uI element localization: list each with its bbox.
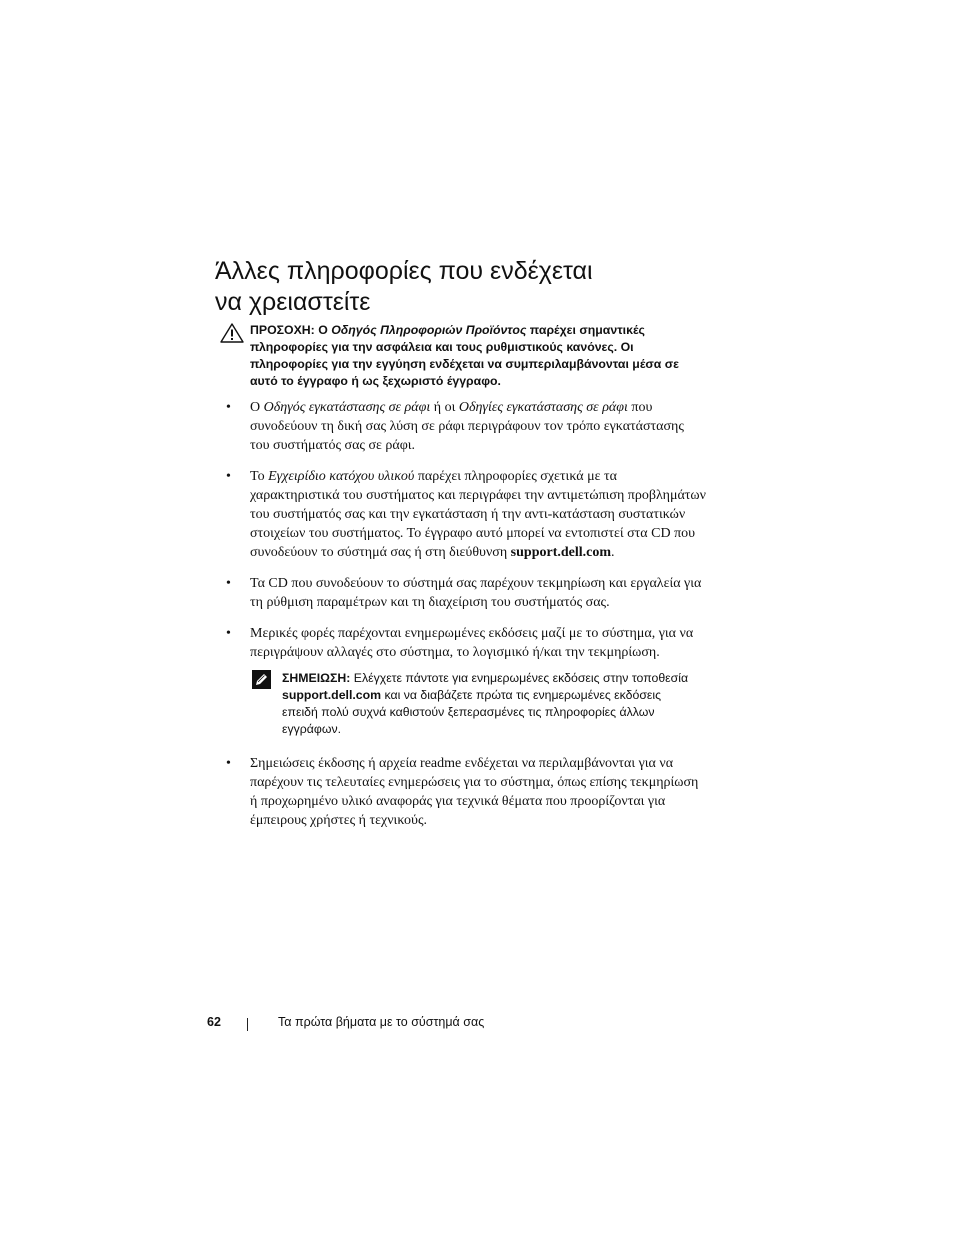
caution-doc-title: Οδηγός Πληροφοριών Προϊόντος (331, 323, 527, 337)
list-item (226, 754, 706, 830)
note-box (250, 670, 692, 738)
bullet-icon: • (226, 626, 231, 641)
caution-text (250, 322, 708, 390)
note-text-a: Ελέγχετε πάντοτε για ενημερωμένες εκδόσεις στην τοποθεσία (350, 671, 689, 685)
note-support-link[interactable]: support.dell.com (282, 688, 382, 702)
list-item (226, 574, 706, 612)
b2-text-a: Το (250, 469, 269, 484)
list-item (226, 398, 706, 455)
list-item (226, 467, 706, 562)
b5-text: Σημειώσεις έκδοσης ή αρχεία readme ενδέχεται να περιλαμβάνονται για να παρέχουν τις τελευταίες ενημερώσεις για το σύστημα, όπως επίσης τεκμηρίωση ή προχωρημένο υλικό αναφοράς για τεχνικά θέματα που προορίζονται για έμπειρους χρήστες ή τεχνικούς. (250, 756, 699, 828)
note-text-b: και να διαβάζετε πρώτα τις ενημερωμένες εκδόσεις επειδή πολύ συχνά καθιστούν ξεπερασμένες τις πληροφορίες άλλων εγγράφων. (282, 688, 662, 736)
list-item (226, 624, 706, 738)
footer-divider (247, 1018, 248, 1031)
note-label: ΣΗΜΕΙΩΣΗ: (282, 671, 351, 685)
footer-chapter-title: Τα πρώτα βήματα με το σύστημά σας (278, 1015, 485, 1029)
warning-triangle-icon (220, 323, 244, 343)
support-link[interactable]: support.dell.com (510, 545, 612, 560)
b4-text: Μερικές φορές παρέχονται ενημερωμένες εκδόσεις μαζί με το σύστημα, για να περιγράψουν αλλαγές στο σύστημα, το λογισμικό ή/και την τεκμηρίωση. (250, 626, 694, 660)
b2-text-b: παρέχει πληροφορίες σχετικά με τα χαρακτηριστικά του συστήματος και περιγράφει την αντιμετώπιση προβλημάτων του συστήματός σας και την εγκατάσταση ή την αντι-κατάσταση συστατικών στοιχείων του συστήματος. Το έγγραφο αυτό μπορεί να εντοπιστεί στα CD που συνοδεύουν το σύστημά σας ή στη διεύθυνση (250, 469, 706, 560)
page-number: 62 (207, 1015, 221, 1029)
info-bullet-list (226, 398, 706, 842)
b1-text-b: ή οι (430, 400, 459, 415)
caution-text-2: παρέχει σημαντικές πληροφορίες για την ασφάλεια και τους ρυθμιστικούς κανόνες. Οι πληροφορίες για την εγγύηση ενδέχεται να συμπεριλαμβάνονται μέσα σε αυτό το έγγραφο ή ως ξεχωριστό έγγραφο. (250, 323, 680, 388)
page-title (215, 256, 735, 318)
b1-text-c: που συνοδεύουν τη δική σας λύση σε ράφι περιγράφουν τον τρόπο εγκατάστασης του συστήματός σας σε ράφι. (250, 400, 684, 453)
bullet-icon: • (226, 756, 231, 771)
caution-notice (218, 322, 708, 390)
caution-label: ΠΡΟΣΟΧΗ: (250, 323, 315, 337)
page-title-line-1: Άλλες πληροφορίες που ενδέχεται (215, 257, 593, 285)
b2-doc: Εγχειρίδιο κατόχου υλικού (268, 469, 415, 484)
bullet-icon: • (226, 400, 231, 415)
page-title-line-2: να χρειαστείτε (215, 288, 371, 316)
b1-text-a: Ο (250, 400, 264, 415)
b3-text: Τα CD που συνοδεύουν το σύστημά σας παρέχουν τεκμηρίωση και εργαλεία για τη ρύθμιση παραμέτρων και τη διαχείριση του συστήματός σας. (250, 576, 702, 610)
b2-text-c: . (611, 545, 615, 560)
b1-doc-1: Οδηγός εγκατάστασης σε ράφι (263, 400, 431, 415)
bullet-icon: • (226, 469, 231, 484)
caution-text-1: Ο (314, 323, 332, 337)
b1-doc-2: Οδηγίες εγκατάστασης σε ράφι (458, 400, 628, 415)
note-pencil-icon (252, 670, 271, 689)
bullet-icon: • (226, 576, 231, 591)
